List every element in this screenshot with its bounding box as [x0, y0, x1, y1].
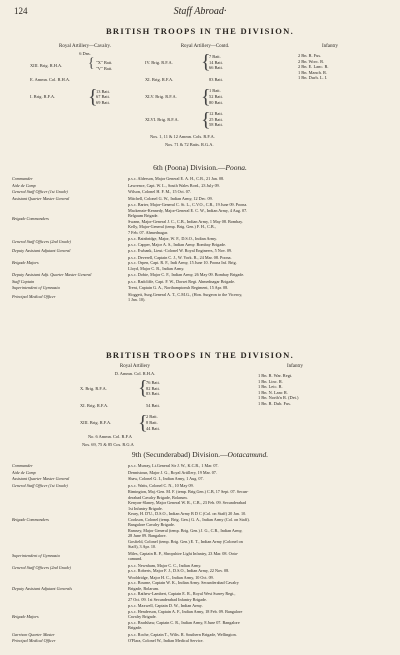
staff-entry-line: O'Flara, Colonel W., Indian Medical Service.	[128, 638, 204, 643]
staff-entry	[128, 189, 394, 195]
staff-entry	[128, 202, 394, 235]
battery-item: 8 Batt.	[146, 420, 158, 425]
brace-icon: {	[201, 108, 211, 131]
brigade-label: XI. Brig. R.F.A.	[80, 402, 109, 408]
staff-entry-line: p.s.c. Barter, Major-General C. St. L., C.V.O., C.B., 19 June 09. Poona.	[128, 202, 248, 207]
infantry-item: 1 Bn. Manch. R.	[298, 69, 328, 75]
brigade-label: XIII. Brig. R.F.A.	[80, 420, 112, 425]
staff-entry	[128, 575, 394, 603]
staff-entry	[128, 551, 394, 562]
battery-item: 25 Batt.	[209, 116, 223, 122]
infantry-item: 1 Bn. North'n R. (Det.)	[258, 395, 299, 401]
staff-entry-line: Ramsey, Major General (temp. Brig. Gen.) J. G., C.B., Indian Army,	[128, 527, 243, 533]
battery-item: 44 Batt.	[146, 425, 160, 431]
staff-entry-line: Belgaum Brigade.	[128, 213, 159, 218]
staff-role-label: Superintendent of Gymnasia	[12, 553, 60, 559]
section-title-2: BRITISH TROOPS IN THE DIVISION.	[105, 350, 295, 360]
staff-role-label: Deputy Assistant Adjt. Quarter Master General	[12, 272, 92, 277]
column-heading: Royal Artillery	[119, 364, 151, 369]
staff-role-label: General Staff Officer (1st Grade)	[12, 189, 68, 194]
staff-entry	[128, 255, 394, 272]
infantry-item: 1 Bn. Durh. L. I.	[298, 75, 328, 81]
staff-role-label: Principal Medical Officer	[12, 294, 56, 300]
running-header	[14, 6, 386, 18]
staff-entry-line: p.s.c. Roberts, Major F. J., D.S.O., Indian Army, 22 Nov. 08.	[128, 568, 230, 573]
infantry-item: 2 Bn. R. Fus.	[298, 53, 322, 58]
ammunition-column-line: No. 6 Ammn. Col. R.F.A	[88, 434, 132, 440]
battery-item: 83 Batt.	[146, 391, 160, 397]
staff-role-label: Assistant Quarter Master General	[12, 476, 70, 481]
rga-companies-line: Nos. 69, 75 & 85 Cos. R.G.A	[82, 442, 134, 448]
staff-role-label: Aide de Camp	[12, 469, 36, 475]
staff-entry	[128, 196, 394, 202]
staff-entry-line: p.s.c. Bourne, Captain W. K., Indian Army. Secunderabad Cavalry	[128, 580, 239, 585]
battery-item: 2 Batt.	[146, 414, 158, 420]
staff-entry-line: Lloyd, Major C. B., Indian Army.	[128, 265, 185, 271]
staff-entry-line: Trent, Captain G. A., Northamptonsh Regiment, 15 Apr. 08.	[128, 285, 229, 290]
staff-entry-line: 7 Feb. 07. Ahmednagar.	[128, 229, 169, 235]
staff-entry	[128, 279, 394, 285]
battery-item: 1 Batt.	[209, 88, 221, 94]
column-subheading: 6 Dns.	[79, 51, 91, 56]
staff-role-label: Deputy Assistant Adjutant General	[12, 248, 71, 253]
staff-entry-line: p.s.c. Roche, Captain T., Wilts. R. Southern Brigade, Wellington.	[128, 631, 237, 637]
brigade-label: IV. Brig. R.F.A.	[145, 59, 173, 65]
staff-entry-line: p.s.c. Orpen, Capt. R. F., Indi Army, 15 June 10. Poona Inf. Brig.	[128, 260, 237, 265]
battery-item: 83 Batt.	[209, 76, 223, 82]
staff-entry-line: Mackenzie-Kennedy, Major-General E. C. W., Indian Army, 4 Aug. 07.	[128, 207, 248, 213]
staff-entry-line: p.s.c. Alderson, Major General E. A. H., C.B., 21 Jan. 08.	[128, 176, 225, 181]
brigade-label: E. Ammn. Col. R.H.A.	[30, 77, 71, 83]
infantry-item: 1 Bn. N. Lanc R.	[258, 389, 288, 395]
staff-entry	[128, 638, 394, 644]
rga-batteries-line: Nos. 71 & 72 Batts. R.G.A.	[165, 142, 214, 147]
staff-entry-line: 1 Jan. 10).	[128, 297, 146, 302]
staff-entry	[128, 470, 394, 476]
staff-entry	[128, 248, 394, 254]
brace-icon: {	[201, 51, 211, 74]
infantry-item: 1 Bn. R. Dub. Fus.	[258, 401, 291, 406]
battery-item: 80 Batt.	[209, 99, 223, 105]
staff-entry-line: p.s.c. Capper, Major A. S., Indian Army. Bombay Brigade.	[128, 241, 227, 247]
column-subheading: D. Ammn. Col. R.H.A.	[114, 371, 156, 376]
brigade-label: XIII. Brig. R.H.A.	[30, 62, 63, 68]
staff-entry-line: p.s.c. Bainbridge, Major, W. F., D.S.O., Indian Army.	[128, 236, 218, 241]
battery-item: "V" Batt.	[96, 65, 113, 71]
column-heading: Royal Artillery—Contd.	[180, 44, 230, 49]
battery-item: 12 Batt.	[209, 111, 223, 117]
staff-entry	[128, 292, 394, 303]
staff-entry-line: 27 Oct. 09. 1st Secunderabad Infantry Brigade.	[128, 596, 207, 602]
page-number: 124	[14, 6, 28, 16]
staff-entry-line: p.s.c. Newnham, Major C. C., Indian Army.	[128, 562, 202, 568]
staff-role-label: Commander	[12, 463, 33, 468]
battery-item: 82 Batt.	[146, 385, 160, 391]
battery-item: 66 Batt.	[209, 65, 223, 71]
staff-role-label: Deputy Assistant Adjutant Generals	[12, 585, 72, 591]
brigade-label: X. Brig. R.F.A.	[80, 385, 107, 391]
staff-entry-line: Bangalore Cavalry Brigade.	[128, 522, 175, 527]
staff-role-label: Garrison Quarter Master	[12, 631, 55, 637]
infantry-item: 1 Bn. Linc. R.	[258, 378, 283, 384]
infantry-item: 2 Bn. Worc. R.	[298, 58, 325, 64]
staff-entry-line: p.s.c. Rathew-Lambert, Captain E. R., Royal West Surrey Regt.,	[128, 591, 236, 596]
staff-role-label: General Staff Officers (2nd Grade)	[12, 238, 71, 244]
staff-entry	[128, 183, 394, 189]
brace-icon: {	[138, 411, 148, 434]
staff-entry-line: p.s.c. Dobie, Major C. F., Indian Army, 26 May 09. Bombay Brigade.	[128, 272, 245, 277]
staff-role-label: Aide de Camp	[12, 182, 36, 188]
staff-entry	[128, 463, 394, 469]
staff-role-label: General Staff Officer (1st Grade)	[12, 482, 68, 488]
staff-role-label: General Staff Officers (2nd Grade)	[12, 565, 71, 571]
running-title: Staff Abroad·	[173, 6, 227, 17]
staff-entry	[128, 563, 394, 574]
brace-icon: {	[138, 377, 148, 400]
staff-entry-line: Cavalry Brigade.	[128, 614, 157, 619]
brigade-label: I. Brig. R.F.A.	[30, 94, 56, 100]
staff-role-label: Brigade Commanders	[12, 516, 49, 522]
infantry-item: 1 Bn. R. War. Regt.	[258, 373, 293, 378]
staff-entry-line: Brigade.	[128, 625, 143, 630]
staff-entry	[128, 489, 394, 550]
staff-entry-line: p.s.c. Henderson, Captain A. F., Indian Army, 18 Feb. 09. Bangalore	[128, 608, 243, 614]
staff-entry-line: Miles, Captain R. P., Shropshire Light Infantry, 23 Mar. 08. Oota-	[128, 550, 239, 556]
staff-entry-line: Kelly, Major-General (temp. Brig. Gen.) F. H., C.B.,	[128, 224, 216, 229]
staff-entry-line: Keary, H. D'U., D.S.O., Indian Army B D C (Col. on Staff) 20 Jan. 10.	[128, 511, 247, 516]
staff-entry-line: Sloggett, Surg.General A. T., C.M.G., (Hon. Surgeon to the Viceroy,	[128, 291, 243, 297]
staff-entry-line: Cookson, Colonel (temp. Brig. Gen.) G. A., Indian Army (Col. on Staff).	[128, 516, 250, 522]
staff-entry-line: Lawrence, Capt. W. L., South Wales Bord., 23 July 09.	[128, 182, 220, 188]
staff-entry	[128, 272, 394, 278]
staff-entry	[128, 285, 394, 291]
staff-entry-line: Wilson, Colonel H. F. M., 15 Oct. 07.	[128, 189, 192, 194]
staff-entry	[128, 603, 394, 631]
infantry-item: 1 Bn. Leic. R.	[258, 384, 283, 390]
staff-entry	[128, 632, 394, 638]
battery-item: 14 Batt.	[209, 59, 223, 65]
battery-item: 58 Batt.	[209, 122, 223, 128]
staff-entry-line: 28 June 09. Bangalore.	[128, 533, 167, 538]
staff-entry-line: Staff), 3 Apr. 10.	[128, 544, 157, 549]
column-heading: Infantry	[286, 364, 304, 369]
battery-item: 54 Batt.	[146, 402, 160, 408]
staff-role-label: Brigade Commanders	[12, 215, 49, 221]
brigade-label: XLVI. Brig. R.F.A.	[145, 116, 179, 122]
column-heading: Infantry	[321, 44, 339, 49]
staff-entry	[128, 176, 394, 182]
battery-item: "X" Batt.	[96, 60, 113, 65]
brace-icon: {	[201, 85, 211, 108]
staff-entry-line: Wooldridge, Major H. C., Indian Army, 10 Oct. 09.	[128, 574, 214, 580]
battery-item: 7 Batt.	[209, 54, 221, 59]
staff-role-label: Assistant Quarter Master General	[12, 195, 70, 201]
battery-item: 52 Batt.	[209, 94, 223, 99]
staff-entry-line: derabad Cavalry Brigade, Bolarum.	[128, 494, 188, 500]
staff-entry	[128, 236, 394, 247]
division-6-title: 6th (Poona) Division.—Poona.	[153, 163, 247, 172]
staff-entry-line: 1st Infantry Brigade.	[128, 505, 163, 511]
brigade-label: XLV. Brig. R.F.A.	[145, 94, 177, 99]
brace-icon: {	[88, 54, 95, 70]
staff-entry-line: p.s.c. Radcliffe, Capt. F. W., Dorset Regt. Ahmednagar Brigade.	[128, 278, 236, 284]
staff-role-label: Principal Medical Officer	[12, 638, 56, 643]
column-heading: Royal Artillery—Cavalry.	[59, 44, 111, 49]
battery-item: 13 Batt.	[96, 88, 110, 94]
staff-entry-line: p.s.c. Bradshaw, Captain C. R., Indian Army, 8 June 07. Bangalore	[128, 619, 240, 625]
staff-entry-line: p.s.c. Ewbank, Lieut.-Colonel W. Royal Engineers, 5 Nov. 09.	[128, 248, 233, 253]
staff-entry-line: Swann, Major-General J. C., C.B., Indian Army, 1 May 08. Bombay.	[128, 218, 243, 224]
staff-entry-line: Brigade, Bolarum.	[128, 585, 160, 591]
brigade-label: XI. Brig. R.F.A.	[145, 76, 174, 82]
staff-role-label: Staff Captain	[12, 278, 35, 284]
infantry-item: 2 Bn. E. Lanc. R.	[298, 64, 329, 70]
staff-role-label: Superintendent of Gymnasia	[12, 285, 60, 290]
staff-role-label: Brigade Majors	[12, 614, 39, 619]
battery-item: 67 Batt.	[96, 94, 110, 100]
staff-role-label: Brigade Majors	[12, 260, 39, 265]
battery-item: 76 Batt.	[146, 380, 160, 385]
staff-entry-line: camund.	[128, 556, 143, 561]
staff-entry-line: p.s.c. Murray, Lt.General Sir J. W., K.C.B., 1 Mar. 07.	[128, 463, 219, 468]
staff-entry-line: Kenyon-Slaney, Major General W. R., C.B., 23 Feb. 09. Secunderabad	[128, 500, 247, 505]
staff-entry-line: Gosfield, Colonel (temp. Brig. Gen.) E. T., Indian Army (Colonel on	[128, 538, 243, 544]
brace-icon: {	[88, 86, 98, 109]
staff-entry-line: p.s.c. Watts, Colonel C. N., 10 May 09.	[128, 482, 194, 488]
section-title-1: BRITISH TROOPS IN THE DIVISION.	[105, 26, 295, 36]
staff-entry-line: Shaw, Colonel G. I., Indian Army, 1 Aug. 07.	[128, 476, 204, 481]
staff-entry-line: p.s.c. Deverell, Captain C. J., W. York. R., 24 Mar. 08. Poona.	[128, 254, 232, 260]
staff-entry-line: p.s.c. Maxwell, Captain D. W., Indian Army.	[128, 603, 203, 608]
ammunition-columns-line: Nos. 1, 11 & 12 Ammn. Cols. R.F.A.	[150, 134, 215, 139]
staff-entry-line: Rimington, Maj.-Gen. M. F. (temp. Brig.Gen.) C.B, 17 Sept. 07. Secun-	[128, 489, 249, 494]
battery-item: 69 Batt.	[96, 100, 110, 105]
staff-entry-line: Mitchell, Colonel G. W., Indian Army, 12 Dec. 09.	[128, 195, 213, 201]
division-9-title: 9th (Secunderabad) Division.—Ootacamund.	[131, 450, 269, 459]
staff-entry	[128, 476, 394, 482]
staff-role-label: Commander	[12, 176, 33, 181]
staff-entry	[128, 483, 394, 489]
staff-entry-line: Dennistoun, Major J. G., Royal Artillery, 19 Mar. 07.	[128, 469, 217, 475]
